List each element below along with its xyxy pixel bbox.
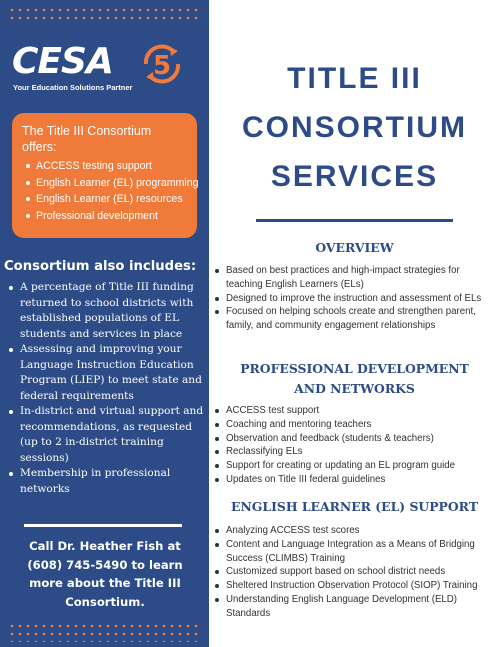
- right-panel: [209, 0, 500, 647]
- decorative-dots-bottom: [8, 622, 203, 642]
- section-heading-overview: OVERVIEW: [315, 240, 394, 255]
- title-divider: [256, 219, 453, 222]
- list-item: Observation and feedback (students & teachers): [209, 432, 499, 446]
- logo-five-mark: [140, 44, 184, 84]
- title-line: TITLE III: [287, 62, 422, 95]
- includes-list: [4, 280, 206, 497]
- section-heading-professional-development: PROFESSIONAL DEVELOPMENT AND NETWORKS: [240, 361, 469, 396]
- list-item: Coaching and mentoring teachers: [209, 418, 499, 432]
- overview-list: [209, 264, 499, 333]
- call-to-action: Call Dr. Heather Fish at (608) 745-5490 to learn more about the Title III Consortium.: [27, 539, 183, 609]
- includes-title: Consortium also includes:: [4, 259, 197, 274]
- professional-development-list: [209, 404, 499, 487]
- offers-list: [22, 158, 199, 224]
- logo-tagline: Your Education Solutions Partner: [13, 83, 133, 92]
- list-item: Customized support based on school district needs: [209, 565, 499, 579]
- list-item: Reclassifying ELs: [209, 445, 499, 459]
- list-item: Sheltered Instruction Observation Protocol (SIOP) Training: [209, 579, 499, 593]
- list-item: Analyzing ACCESS test scores: [209, 524, 499, 538]
- consortium-includes: [4, 258, 206, 497]
- decorative-dots-top: [8, 6, 203, 24]
- list-item: Updates on Title III federal guidelines: [209, 473, 499, 487]
- section-heading-el-support: ENGLISH LEARNER (EL) SUPPORT: [231, 499, 478, 514]
- list-item: In-district and virtual support and recommendations, as requested (up to 2 in-district training sessions): [4, 404, 206, 466]
- list-item: English Learner (EL) programming: [22, 175, 189, 192]
- logo-wordmark: CESA: [12, 41, 113, 82]
- list-item: Focused on helping schools create and strengthen parent, family, and community engagement relationships: [209, 305, 499, 333]
- left-panel: [0, 0, 209, 647]
- list-item: Support for creating or updating an EL program guide: [209, 459, 499, 473]
- list-item: Based on best practices and high-impact strategies for teaching English Learners (ELs): [209, 264, 499, 292]
- list-item: Assessing and improving your Language Instruction Education Program (LIEP) to meet state and federal requirements: [4, 342, 206, 404]
- list-item: Content and Language Integration as a Means of Bridging Success (CLIMBS) Training: [209, 538, 499, 566]
- title-line: SERVICES: [270, 160, 439, 193]
- offers-title: The Title III Consortium offers:: [22, 124, 152, 154]
- divider: [24, 524, 182, 527]
- cesa5-logo: [12, 42, 202, 96]
- list-item: Understanding English Language Development (ELD) Standards: [209, 593, 499, 621]
- title-line: CONSORTIUM: [242, 111, 467, 144]
- list-item: A percentage of Title III funding returned to school districts with established populations of EL students and services in place: [4, 280, 206, 342]
- el-support-list: [209, 524, 499, 621]
- list-item: ACCESS testing support: [22, 158, 189, 175]
- consortium-offers-box: [12, 113, 197, 238]
- list-item: ACCESS test support: [209, 404, 499, 418]
- list-item: English Learner (EL) resources: [22, 191, 189, 208]
- list-item: Membership in professional networks: [4, 466, 206, 497]
- logo-number: 5: [152, 51, 172, 81]
- page-title: [209, 54, 500, 201]
- list-item: Professional development: [22, 208, 189, 225]
- list-item: Designed to improve the instruction and assessment of ELs: [209, 292, 499, 306]
